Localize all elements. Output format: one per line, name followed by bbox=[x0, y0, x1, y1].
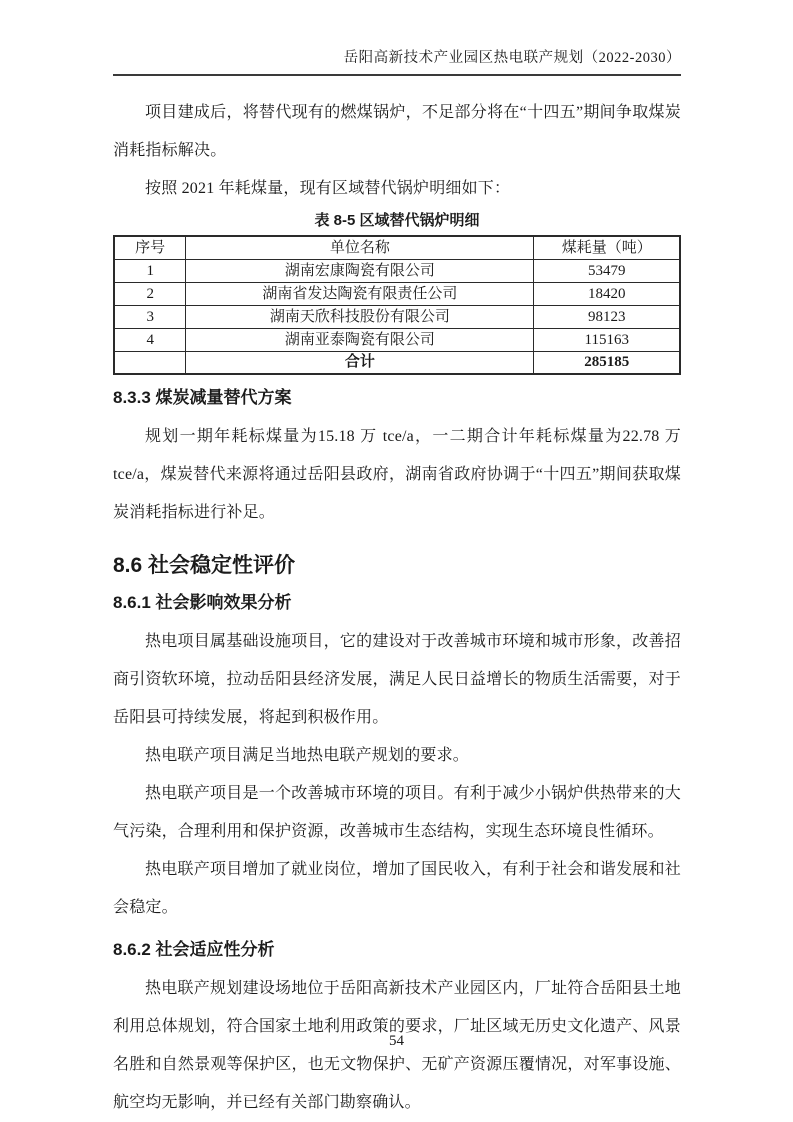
table-row bbox=[114, 305, 680, 328]
cell-unit-name: 湖南亚泰陶瓷有限公司 bbox=[186, 328, 534, 351]
cell-coal-value: 115163 bbox=[534, 328, 680, 351]
heading-8-6-2: 8.6.2 社会适应性分析 bbox=[113, 940, 275, 959]
running-header bbox=[113, 0, 681, 76]
table-caption: 表 8-5 区域替代锅炉明细 bbox=[314, 212, 480, 229]
para-coal-2021: 按照 2021 年耗煤量，现有区域替代锅炉明细如下： bbox=[145, 180, 511, 197]
para-social-impact-2: 热电联产项目满足当地热电联产规划的要求。 bbox=[145, 747, 470, 764]
para-coal-reduction: 规划一期年耗标煤量为15.18 万 tce/a，一二期合计年耗标煤量为22.78 万 tce/a，煤炭替代来源将通过岳阳县政府，湖南省政府协调于“十四五”期间获取煤炭消耗指标进行补足。 bbox=[113, 428, 681, 521]
cell-unit-name: 湖南宏康陶瓷有限公司 bbox=[186, 259, 534, 282]
col-header-unit-name: 单位名称 bbox=[186, 236, 534, 259]
table-total-row bbox=[114, 351, 680, 374]
page-body bbox=[113, 78, 681, 1122]
para-social-impact-3: 热电联产项目是一个改善城市环境的项目。有利于减少小锅炉供热带来的大气污染，合理利用和保护资源，改善城市生态结构，实现生态环境良性循环。 bbox=[113, 785, 681, 840]
boiler-replacement-table bbox=[113, 235, 681, 375]
para-project-completion: 项目建成后，将替代现有的燃煤锅炉，不足部分将在“十四五”期间争取煤炭消耗指标解决。 bbox=[113, 104, 681, 159]
document-title: 岳阳高新技术产业园区热电联产规划（2022-2030） bbox=[343, 50, 681, 66]
heading-8-3-3: 8.3.3 煤炭减量替代方案 bbox=[113, 388, 292, 407]
cell-total-value: 285185 bbox=[534, 351, 680, 374]
cell-coal-value: 18420 bbox=[534, 282, 680, 305]
cell-index: 1 bbox=[114, 259, 186, 282]
heading-8-6-1: 8.6.1 社会影响效果分析 bbox=[113, 593, 292, 612]
page-number: 54 bbox=[389, 1033, 404, 1049]
cell-index: 2 bbox=[114, 282, 186, 305]
cell-total-label: 合计 bbox=[186, 351, 534, 374]
col-header-coal-consumption: 煤耗量（吨） bbox=[534, 236, 680, 259]
para-social-impact-4: 热电联产项目增加了就业岗位，增加了国民收入，有利于社会和谐发展和社会稳定。 bbox=[113, 861, 681, 916]
table-header-row bbox=[114, 236, 680, 259]
para-social-adaptation: 热电联产规划建设场地位于岳阳高新技术产业园区内，厂址符合岳阳县土地利用总体规划，符合国家土地利用政策的要求，厂址区域无历史文化遗产、风景名胜和自然景观等保护区，也无文物保护、无矿产资源压覆情况，对军事设施、航空均无影响，并已经有关部门勘察确认。 bbox=[113, 980, 681, 1111]
cell-coal-value: 98123 bbox=[534, 305, 680, 328]
cell-unit-name: 湖南天欣科技股份有限公司 bbox=[186, 305, 534, 328]
table-row bbox=[114, 282, 680, 305]
para-social-impact-1: 热电项目属基础设施项目，它的建设对于改善城市环境和城市形象，改善招商引资软环境，拉动岳阳县经济发展，满足人民日益增长的物质生活需要，对于岳阳县可持续发展，将起到积极作用。 bbox=[113, 633, 681, 726]
cell-index-empty bbox=[114, 351, 186, 374]
col-header-index: 序号 bbox=[114, 236, 186, 259]
cell-index: 4 bbox=[114, 328, 186, 351]
table-row bbox=[114, 328, 680, 351]
cell-unit-name: 湖南省发达陶瓷有限责任公司 bbox=[186, 282, 534, 305]
heading-8-6: 8.6 社会稳定性评价 bbox=[113, 554, 296, 577]
cell-index: 3 bbox=[114, 305, 186, 328]
cell-coal-value: 53479 bbox=[534, 259, 680, 282]
table-row bbox=[114, 259, 680, 282]
